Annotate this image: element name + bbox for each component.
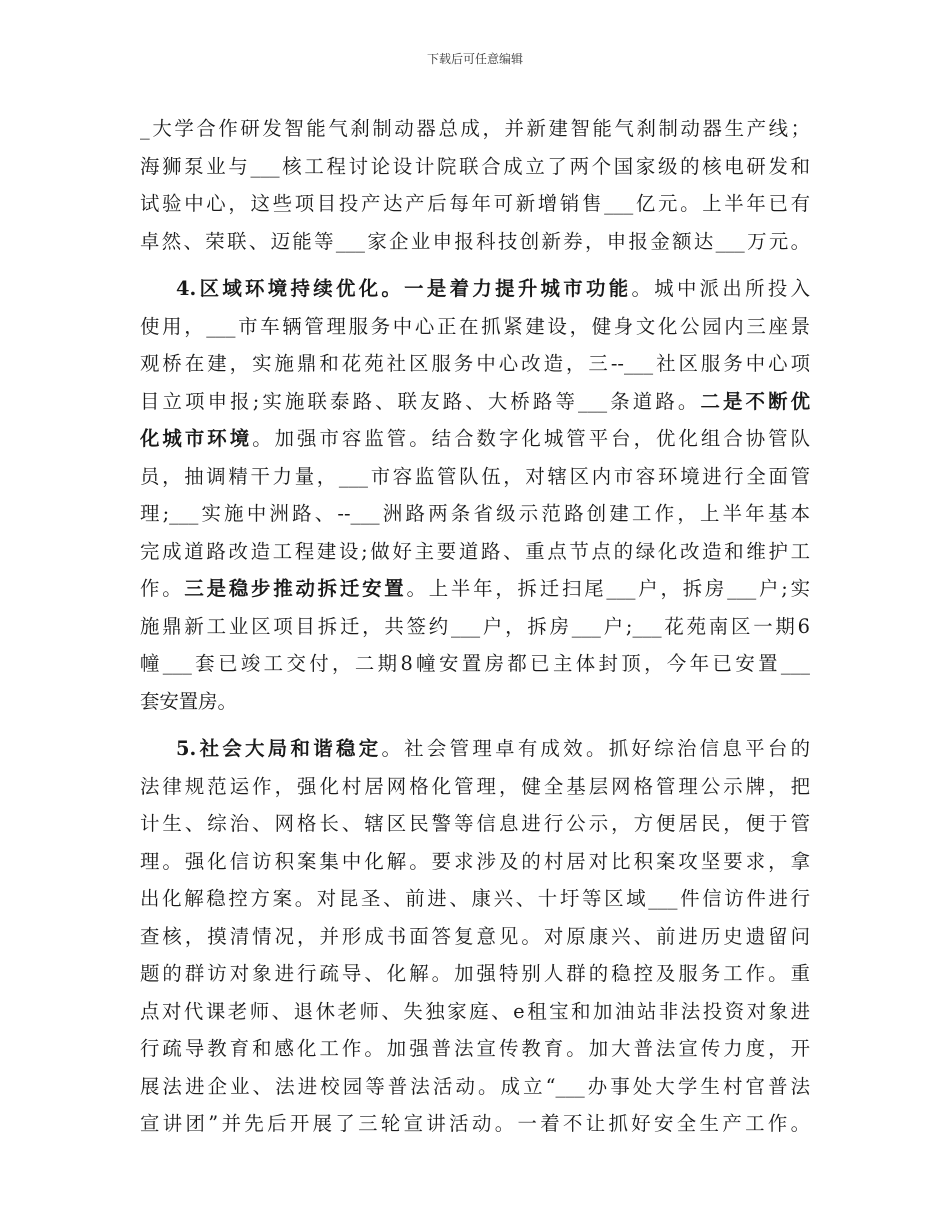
text-line: 5.社会大局和谐稳定。社会管理卓有成效。抓好综治信息平台的	[176, 737, 810, 760]
text-line: 点对代课老师、退休老师、失独家庭、e租宝和加油站非法投资对象进	[140, 999, 810, 1023]
text-line: 完成道路改造工程建设;做好主要道路、重点节点的绿化改造和维护工	[140, 539, 810, 563]
subheading: 三是稳步推动拆迁安置	[184, 577, 407, 600]
text-line: 使用，___市车辆管理服务中心正在抓紧建设，健身文化公园内三座景	[140, 314, 810, 338]
text-line: _大学合作研发智能气刹制动器总成，并新建智能气刹制动器生产线；	[140, 117, 810, 140]
subheading: 二是不断优	[700, 389, 810, 413]
text-line: 员，抽调精干力量，___市容监管队伍，对辖区内市容环境进行全面管	[140, 464, 810, 488]
text-line: 理。强化信访积案集中化解。要求涉及的村居对比积案攻坚要求，拿	[140, 849, 810, 873]
text-line: 计生、综治、网格长、辖区民警等信息进行公示，方便居民，便于管	[140, 812, 810, 835]
text-line: 试验中心，这些项目投产达产后每年可新增销售___亿元。上半年已有	[140, 192, 810, 215]
text-line: 理;___实施中洲路、--___洲路两条省级示范路创建工作，上半年基本	[140, 502, 810, 525]
text-line: 施鼎新工业区项目拆迁，共签约___户，拆房___户;___花苑南区一期6	[140, 614, 810, 638]
text-line: 宣讲团”并先后开展了三轮宣讲活动。一着不让抓好安全生产工作。	[140, 1112, 810, 1135]
paragraph-section-4	[140, 270, 810, 720]
paragraph-section-5	[140, 730, 810, 1143]
text-line: 4.区域环境持续优化。一是着力提升城市功能。城中派出所投入	[176, 277, 810, 300]
subheading: 化城市环境	[140, 427, 253, 450]
text-line: 套安置房。	[140, 689, 237, 713]
text-line: 海狮泵业与___核工程讨论设计院联合成立了两个国家级的核电研发和	[140, 154, 810, 178]
section-heading: 5.社会大局和谐稳定	[176, 737, 382, 760]
text-line: 目立项申报;实施联泰路、联友路、大桥路等___条道路。二是不断优	[140, 389, 810, 413]
text-line: 观桥在建，实施鼎和花苑社区服务中心改造，三--___社区服务中心项	[140, 352, 810, 375]
text-line: 卓然、荣联、迈能等___家企业申报科技创新券，申报金额达___万元。	[140, 229, 810, 253]
text-line: 查核，摸清情况，并形成书面答复意见。对原康兴、前进历史遗留问	[140, 924, 810, 948]
text-line: 行疏导教育和感化工作。加强普法宣传教育。加大普法宣传力度，开	[140, 1037, 810, 1060]
text-line: 法律规范运作，强化村居网格化管理，健全基层网格管理公示牌，把	[140, 774, 810, 798]
text-line: 出化解稳控方案。对昆圣、前进、康兴、十圩等区域___件信访件进行	[140, 887, 810, 910]
document-body	[140, 110, 810, 1143]
text-line: 化城市环境。加强市容监管。结合数字化城管平台，优化组合协管队	[140, 427, 810, 450]
text-line: 题的群访对象进行疏导、化解。加强特别人群的稳控及服务工作。重	[140, 962, 810, 985]
text-line: 展法进企业、法进校园等普法活动。成立“___办事处大学生村官普法	[140, 1074, 810, 1098]
paragraph-1	[140, 110, 810, 260]
text-line: 作。三是稳步推动拆迁安置。上半年，拆迁扫尾___户，拆房___户;实	[140, 577, 810, 600]
section-heading: 4.区域环境持续优化。一是着力提升城市功能	[176, 277, 632, 300]
text-line: 幢___套已竣工交付，二期8幢安置房都已主体封顶，今年已安置___	[140, 652, 810, 675]
page-header: 下载后可任意编辑	[426, 52, 523, 66]
